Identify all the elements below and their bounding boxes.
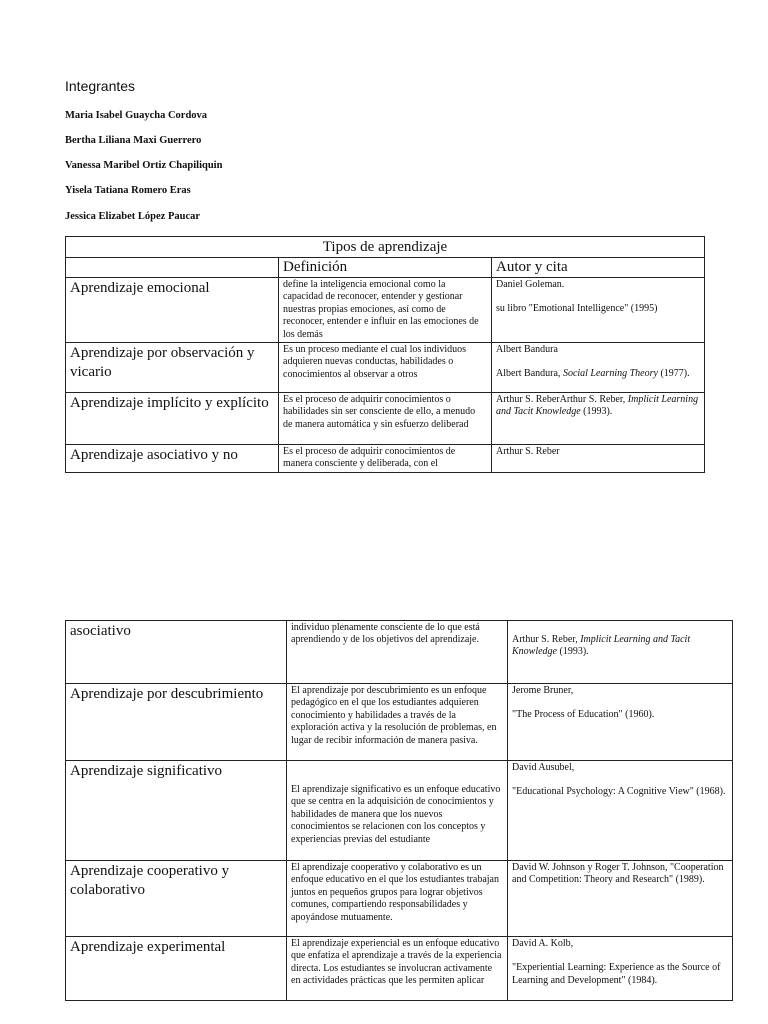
- definition: Es el proceso de adquirir conocimientos de manera consciente y deliberada, con el: [279, 445, 492, 473]
- definition: Es el proceso de adquirir conocimientos o habilidades sin ser consciente de ello, a menudo de manera automática y sin esfuerzo deliberad: [279, 393, 492, 445]
- member-name: Bertha Liliana Maxi Guerrero: [65, 135, 202, 146]
- citation: "Educational Psychology: A Cognitive View" (1968).: [512, 786, 726, 798]
- author-name: David A. Kolb,: [512, 938, 574, 949]
- column-header-author: Autor y cita: [492, 258, 705, 278]
- definition: individuo plenamente consciente de lo que está aprendiendo y de los objetivos del aprendizaje.: [287, 621, 508, 684]
- learning-types-table: [65, 236, 705, 473]
- table-row: [66, 684, 733, 761]
- learning-type: Aprendizaje por observación y vicario: [66, 343, 279, 393]
- author-cell: [508, 684, 733, 761]
- definition: El aprendizaje significativo es un enfoque educativo que se centra en la adquisición de conocimientos y habilidades de manera que los nuevos conocimientos se relacionen con los conceptos y experiencias previas del estudiante: [291, 784, 501, 845]
- author-name: Arthur S. Reber: [492, 445, 705, 473]
- definition: El aprendizaje cooperativo y colaborativo es un enfoque educativo en el que los estudiantes trabajan juntos en pequeños grupos para lograr objetivos comunes, compartiendo responsabilidades y apoyándose mutuamente.: [287, 861, 508, 937]
- author-cell: [492, 343, 705, 393]
- author-cell: [508, 937, 733, 1001]
- table-row: [66, 445, 705, 473]
- author-cell: [492, 278, 705, 343]
- table-row: [66, 761, 733, 861]
- definition: El aprendizaje experiencial es un enfoque educativo que enfatiza el aprendizaje a través de la experiencia directa. Los estudiantes se involucran activamente en actividades prácticas que les permiten aplicar: [287, 937, 508, 1001]
- table-row: [66, 861, 733, 937]
- definition-cell: [287, 761, 508, 861]
- author-name: David Ausubel,: [512, 762, 575, 773]
- citation: Arthur S. Reber, Implicit Learning and Tacit Knowledge (1993).: [508, 621, 733, 684]
- table-row: [66, 937, 733, 1001]
- member-name: Yisela Tatiana Romero Eras: [65, 185, 191, 196]
- citation: "The Process of Education" (1960).: [512, 709, 655, 721]
- member-name: Maria Isabel Guaycha Cordova: [65, 110, 208, 121]
- learning-type: Aprendizaje significativo: [66, 761, 287, 861]
- table-row: [66, 278, 705, 343]
- member-name: Vanessa Maribel Ortiz Chapiliquin: [65, 160, 223, 171]
- citation: "Experiential Learning: Experience as the Source of Learning and Development" (1984).: [512, 962, 721, 986]
- learning-type: Aprendizaje por descubrimiento: [66, 684, 287, 761]
- table-title: Tipos de aprendizaje: [66, 237, 705, 258]
- citation: Albert Bandura, Social Learning Theory (1977).: [496, 368, 690, 380]
- author-cell: [508, 761, 733, 861]
- table-row: [66, 393, 705, 445]
- column-header-definition: Definición: [279, 258, 492, 278]
- learning-type: Aprendizaje emocional: [66, 278, 279, 343]
- learning-type: asociativo: [66, 621, 287, 684]
- author-name: Albert Bandura: [496, 344, 558, 356]
- learning-type: Aprendizaje asociativo y no: [66, 445, 279, 473]
- member-name: Jessica Elizabet López Paucar: [65, 211, 201, 222]
- definition: El aprendizaje por descubrimiento es un enfoque pedagógico en el que los estudiantes adquieren conocimiento y habilidades a través de la exploración activa y la resolución de problemas, en lugar de recibir información de manera pasiva.: [287, 684, 508, 761]
- citation: David W. Johnson y Roger T. Johnson, "Cooperation and Competition: Theory and Research" (1989).: [508, 861, 733, 937]
- author-name: Jerome Bruner,: [512, 685, 574, 696]
- citation: Arthur S. ReberArthur S. Reber, Implicit Learning and Tacit Knowledge (1993).: [492, 393, 705, 445]
- citation: su libro "Emotional Intelligence" (1995): [496, 303, 658, 315]
- table-row: [66, 621, 733, 684]
- learning-types-table-continued: [65, 620, 733, 1001]
- author-name: Daniel Goleman.: [496, 279, 565, 290]
- learning-type: Aprendizaje experimental: [66, 937, 287, 1001]
- learning-type: Aprendizaje cooperativo y colaborativo: [66, 861, 287, 937]
- page-title: Integrantes: [65, 78, 136, 94]
- definition: define la inteligencia emocional como la capacidad de reconocer, entender y gestionar nuestras propias emociones, así como de reconocer, entender e influir en las emociones de los demás: [279, 278, 492, 343]
- learning-type: Aprendizaje implícito y explícito: [66, 393, 279, 445]
- table-row: [66, 343, 705, 393]
- definition: Es un proceso mediante el cual los individuos adquieren nuevas conductas, habilidades o conocimientos al observar a otros: [279, 343, 492, 393]
